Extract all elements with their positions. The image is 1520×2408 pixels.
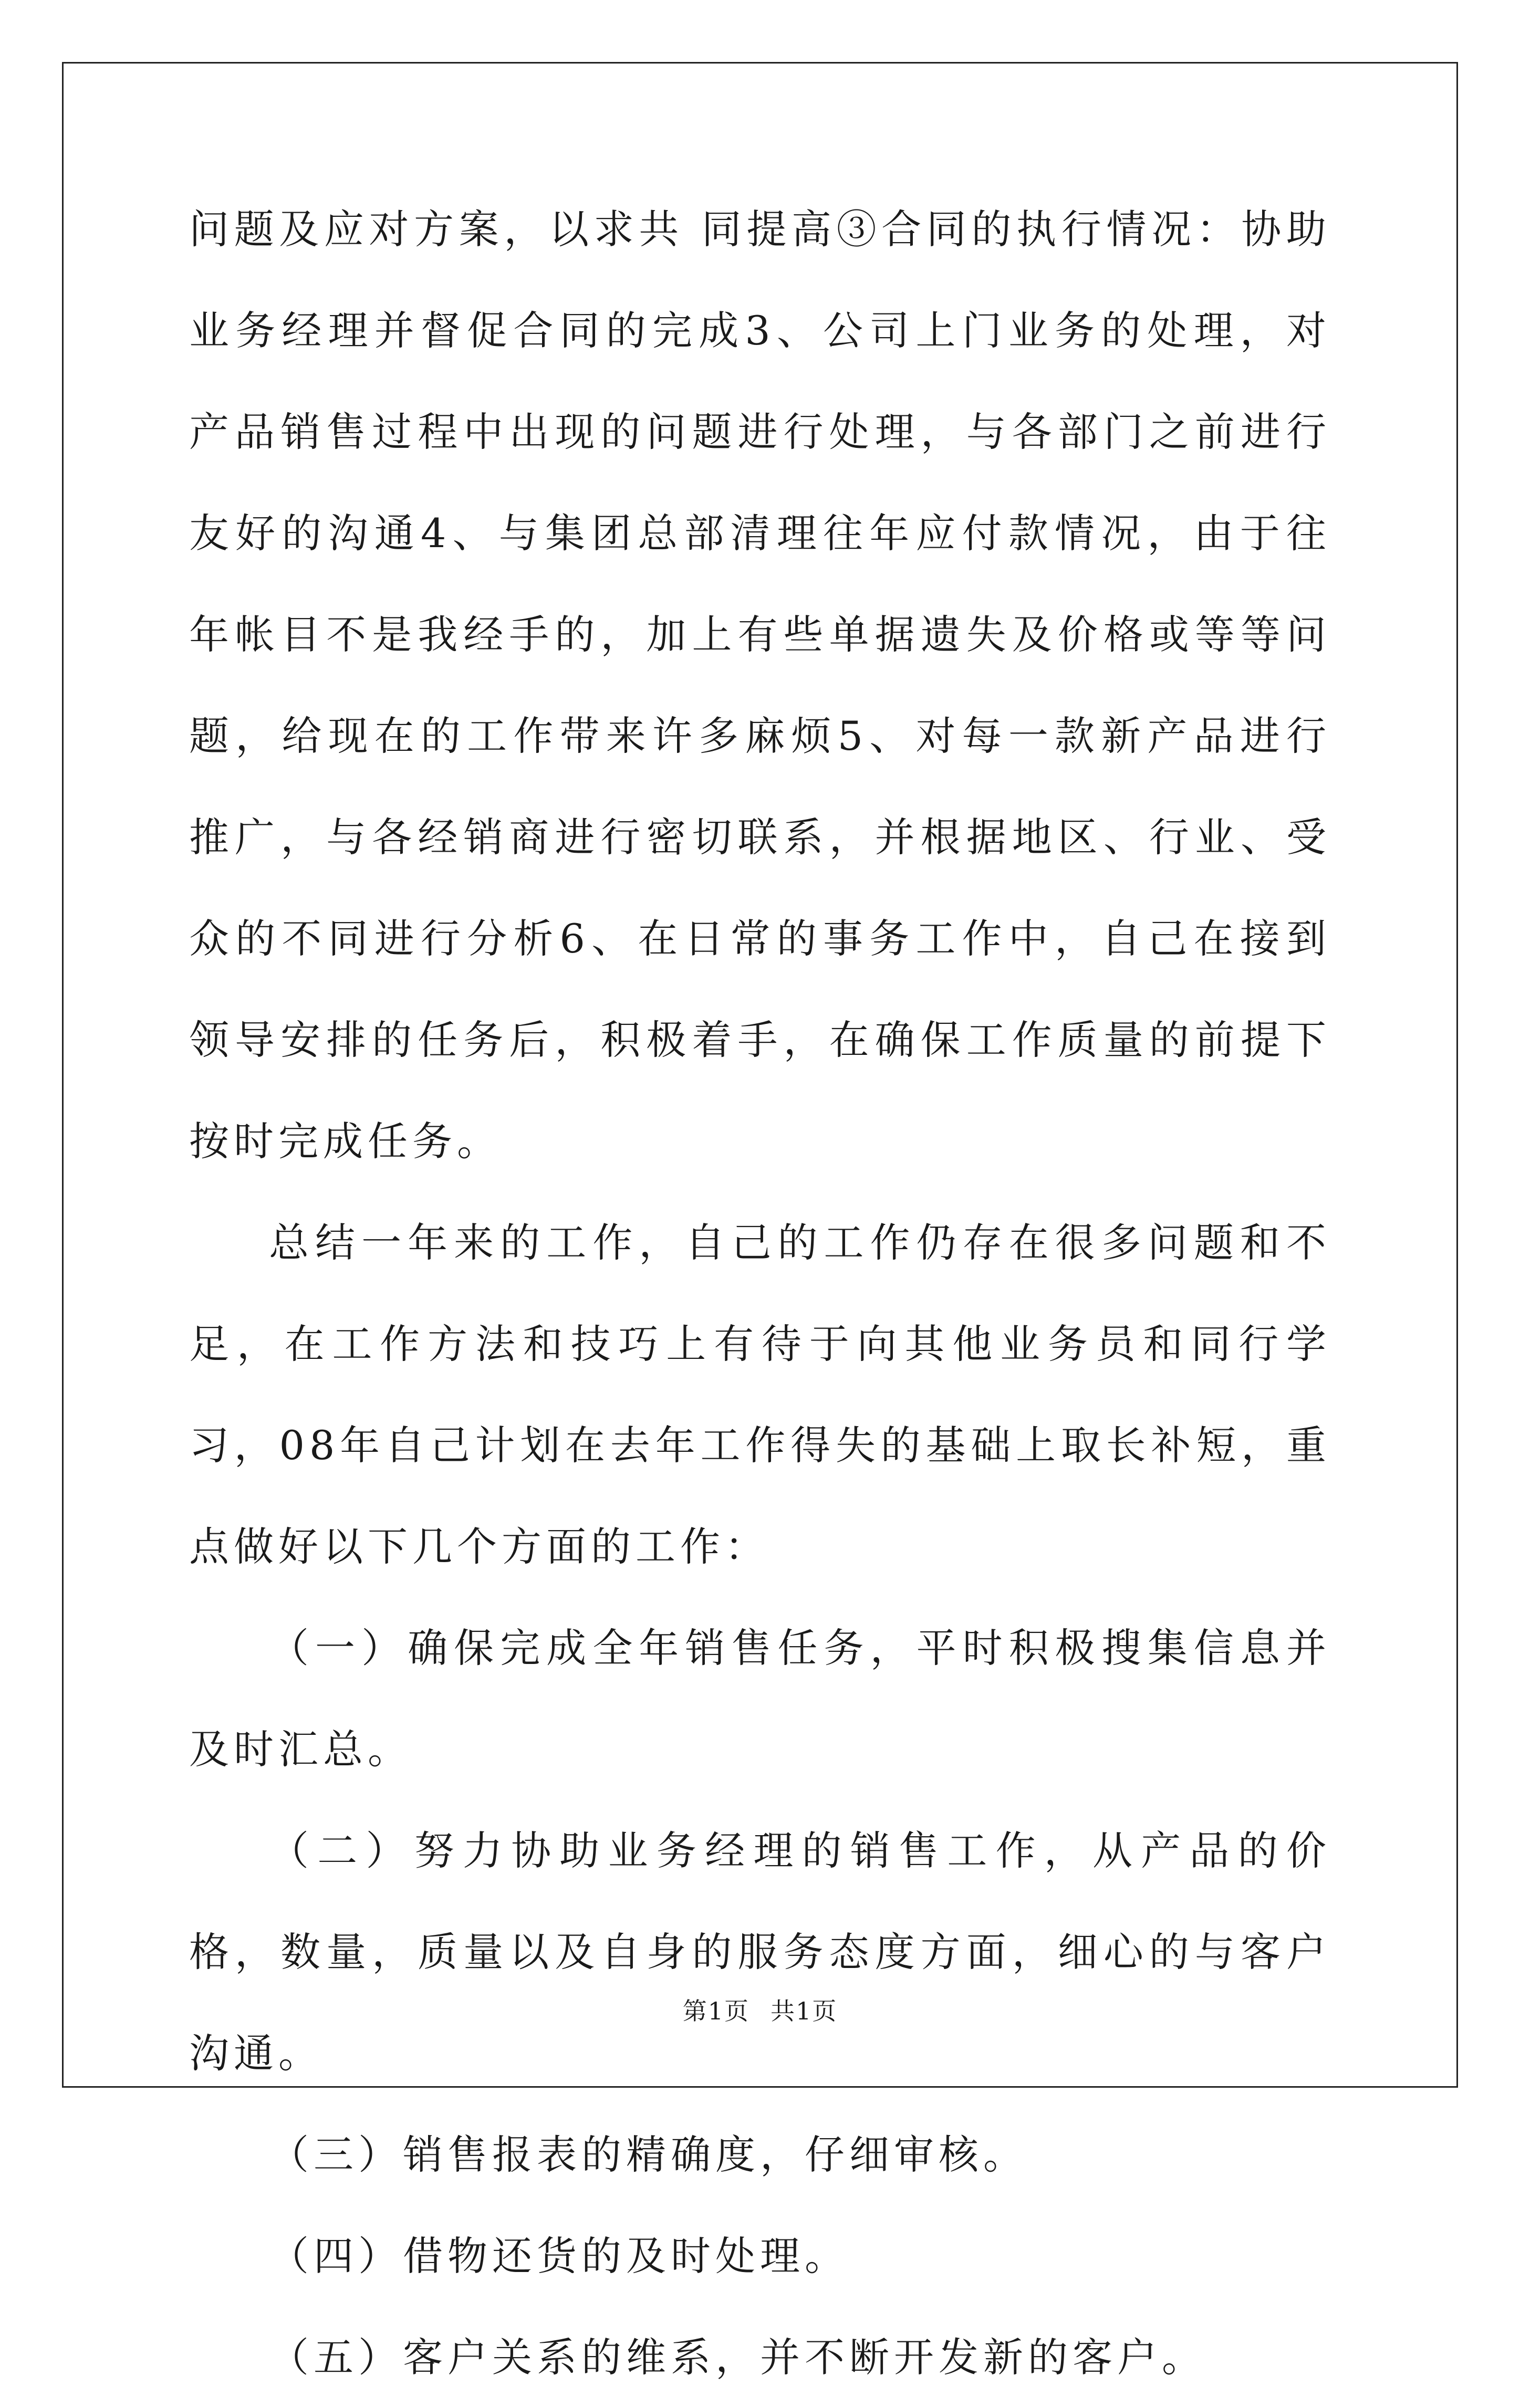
document-body [189,179,1331,2408]
page-footer [0,1995,1520,2027]
paragraph-7: （五）客户关系的维系，并不断开发新的客户。 [269,2334,1206,2381]
page-number: 第1页 [682,1997,749,2025]
paragraph-6: （四）借物还货的及时处理。 [269,2233,849,2279]
page-total: 共1页 [771,1997,838,2025]
paragraph-1: 问题及应对方案，以求共 同提高③合同的执行情况：协助业务经理并督促合同的完成3、公司上门业务的处理，对产品销售过程中出现的问题进行处理，与各部门之前进行友好的沟通4、与集团总部清理往年应付款情况，由于往年帐目不是我经手的，加上有些单据遗失及价格或等等问题，给现在的工作带来许多麻烦5、对每一款新产品进行推广，与各经销商进行密切联系，并根据地区、行业、受众的不同进行分析6、在日常的事务工作中，自己在接到领导安排的任务后，积极着手，在确保工作质量的前提下按时完成任务。 [189,206,1331,1165]
paragraph-4: （二）努力协助业务经理的销售工作，从产品的价格，数量，质量以及自身的服务态度方面，细心的与客户沟通。 [189,1827,1331,2077]
paragraph-2: 总结一年来的工作，自己的工作仍存在很多问题和不足，在工作方法和技巧上有待于向其他业务员和同行学习，08年自己计划在去年工作得失的基础上取长补短，重点做好以下几个方面的工作： [189,1219,1331,1570]
paragraph-3: （一）确保完成全年销售任务，平时积极搜集信息并及时汇总。 [189,1625,1331,1773]
paragraph-5: （三）销售报表的精确度，仔细审核。 [269,2131,1028,2178]
